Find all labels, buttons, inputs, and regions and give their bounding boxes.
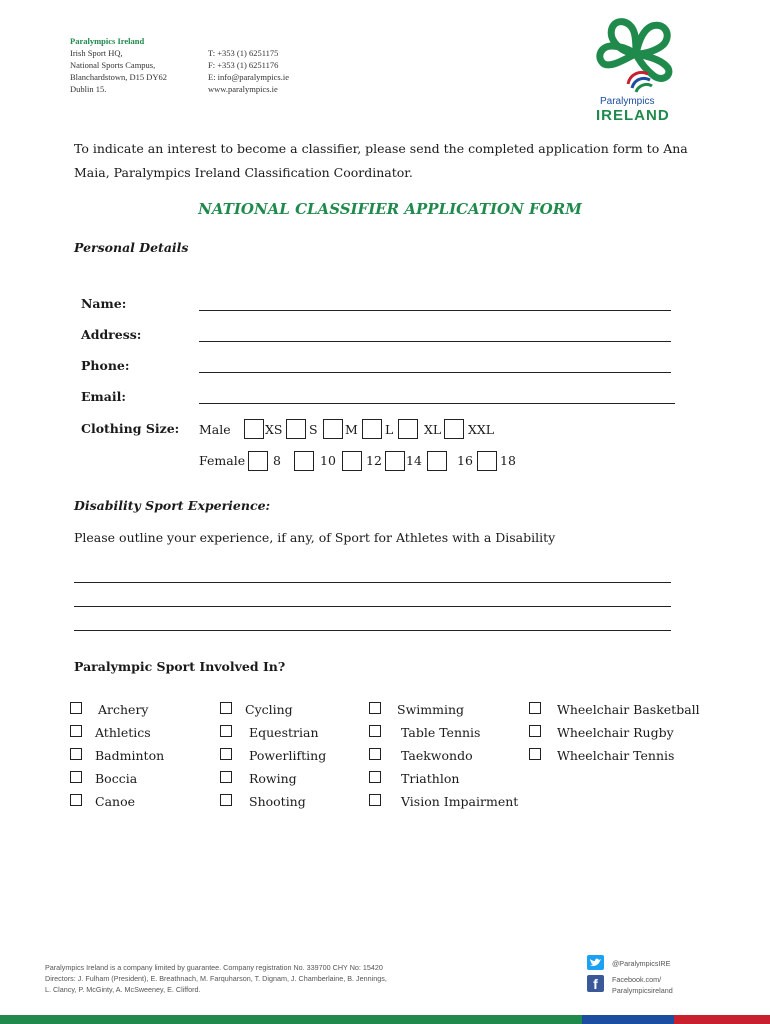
sport-triathlon-checkbox[interactable] bbox=[369, 771, 381, 783]
sport-archery-label: Archery bbox=[98, 702, 149, 717]
size-18-label: 18 bbox=[500, 453, 516, 468]
experience-line[interactable] bbox=[74, 582, 671, 583]
sport-swimming-checkbox[interactable] bbox=[369, 702, 381, 714]
sport-cycling-checkbox[interactable] bbox=[220, 702, 232, 714]
size-18-checkbox[interactable] bbox=[477, 451, 497, 471]
sport-table-tennis-label: Table Tennis bbox=[401, 725, 481, 740]
twitter-icon[interactable] bbox=[587, 955, 604, 970]
sport-shooting-checkbox[interactable] bbox=[220, 794, 232, 806]
sport-canoe-label: Canoe bbox=[95, 794, 135, 809]
sport-table-tennis-checkbox[interactable] bbox=[369, 725, 381, 737]
footer-stripe-blue bbox=[582, 1015, 674, 1024]
sport-swimming-label: Swimming bbox=[397, 702, 465, 717]
experience-prompt: Please outline your experience, if any, of Sport for Athletes with a Disability bbox=[74, 530, 556, 545]
facebook-icon[interactable]: f bbox=[587, 975, 604, 992]
address-line: Irish Sport HQ, bbox=[70, 48, 123, 58]
sport-vision-impairment-label: Vision Impairment bbox=[401, 794, 519, 809]
address-line: Blanchardstown, D15 DY62 bbox=[70, 72, 168, 82]
name-label: Name: bbox=[81, 296, 127, 311]
sport-triathlon-label: Triathlon bbox=[401, 771, 460, 786]
size-16-label: 16 bbox=[457, 453, 473, 468]
sport-rowing-checkbox[interactable] bbox=[220, 771, 232, 783]
footer-stripe-green bbox=[0, 1015, 582, 1024]
sport-archery-checkbox[interactable] bbox=[70, 702, 82, 714]
sport-wheelchair-rugby-checkbox[interactable] bbox=[529, 725, 541, 737]
contact-line: E: info@paralympics.ie bbox=[208, 72, 289, 82]
male-label: Male bbox=[199, 422, 231, 437]
address-line: National Sports Campus, bbox=[70, 60, 156, 70]
sport-shooting-label: Shooting bbox=[249, 794, 306, 809]
size-m-checkbox[interactable] bbox=[323, 419, 343, 439]
size-xl-checkbox[interactable] bbox=[398, 419, 418, 439]
size-s-label: S bbox=[309, 422, 318, 437]
size-m-label: M bbox=[345, 422, 358, 437]
footer-legal-line: Paralympics Ireland is a company limited by guarantee. Company registration No. 339700 CHY No: 15420 bbox=[45, 963, 383, 972]
sport-taekwondo-label: Taekwondo bbox=[401, 748, 473, 763]
footer-legal-line: Directors: J. Fulham (President), E. Breathnach, M. Farquharson, T. Dignam, J. Chamberlaine, B. Jennings, bbox=[45, 974, 387, 983]
size-10-label: 10 bbox=[320, 453, 336, 468]
size-l-checkbox[interactable] bbox=[362, 419, 382, 439]
sport-badminton-checkbox[interactable] bbox=[70, 748, 82, 760]
size-8-checkbox[interactable] bbox=[248, 451, 268, 471]
sport-wheelchair-basketball-checkbox[interactable] bbox=[529, 702, 541, 714]
size-16-checkbox[interactable] bbox=[427, 451, 447, 471]
size-14-checkbox[interactable] bbox=[385, 451, 405, 471]
sport-powerlifting-checkbox[interactable] bbox=[220, 748, 232, 760]
logo-text-top: Paralympics bbox=[600, 96, 655, 107]
size-8-label: 8 bbox=[273, 453, 281, 468]
facebook-line: Paralympicsireland bbox=[612, 986, 673, 995]
shamrock-icon bbox=[590, 14, 682, 98]
header-contact bbox=[208, 47, 338, 95]
size-xs-checkbox[interactable] bbox=[244, 419, 264, 439]
twitter-handle[interactable]: @ParalympicsIRE bbox=[612, 959, 671, 968]
experience-line[interactable] bbox=[74, 630, 671, 631]
sport-vision-impairment-checkbox[interactable] bbox=[369, 794, 381, 806]
email-field[interactable] bbox=[199, 403, 675, 404]
sport-powerlifting-label: Powerlifting bbox=[249, 748, 327, 763]
facebook-link[interactable] bbox=[612, 974, 673, 996]
sport-boccia-checkbox[interactable] bbox=[70, 771, 82, 783]
sport-wheelchair-basketball-label: Wheelchair Basketball bbox=[557, 702, 700, 717]
header-address bbox=[70, 35, 200, 95]
logo-text-bottom: IRELAND bbox=[596, 107, 670, 124]
size-xs-label: XS bbox=[265, 422, 283, 437]
phone-label: Phone: bbox=[81, 358, 130, 373]
sport-boccia-label: Boccia bbox=[95, 771, 138, 786]
size-xxl-checkbox[interactable] bbox=[444, 419, 464, 439]
intro-text: To indicate an interest to become a classifier, please send the completed application form to Ana Maia, Paralympics Ireland Classification Coordinator. bbox=[74, 141, 688, 180]
clothing-size-label: Clothing Size: bbox=[81, 421, 180, 436]
footer-legal bbox=[45, 962, 485, 995]
size-12-label: 12 bbox=[366, 453, 382, 468]
size-10-checkbox[interactable] bbox=[294, 451, 314, 471]
sport-wheelchair-rugby-label: Wheelchair Rugby bbox=[557, 725, 674, 740]
footer-legal-line: L. Clancy, P. McGinty, A. McSweeney, E. Clifford. bbox=[45, 985, 201, 994]
sport-equestrian-label: Equestrian bbox=[249, 725, 319, 740]
email-label: Email: bbox=[81, 389, 126, 404]
personal-details-heading: Personal Details bbox=[74, 240, 189, 255]
sports-heading: Paralympic Sport Involved In? bbox=[74, 659, 286, 674]
paralympics-ireland-logo bbox=[590, 14, 682, 126]
experience-heading: Disability Sport Experience: bbox=[74, 498, 271, 513]
address-field[interactable] bbox=[199, 341, 671, 342]
size-14-label: 14 bbox=[406, 453, 422, 468]
size-l-label: L bbox=[385, 422, 394, 437]
size-s-checkbox[interactable] bbox=[286, 419, 306, 439]
sport-equestrian-checkbox[interactable] bbox=[220, 725, 232, 737]
sport-wheelchair-tennis-checkbox[interactable] bbox=[529, 748, 541, 760]
footer-stripe-red bbox=[674, 1015, 770, 1024]
size-xl-label: XL bbox=[424, 422, 442, 437]
female-label: Female bbox=[199, 453, 246, 468]
name-field[interactable] bbox=[199, 310, 671, 311]
address-line: Dublin 15. bbox=[70, 84, 107, 94]
size-12-checkbox[interactable] bbox=[342, 451, 362, 471]
facebook-line: Facebook.com/ bbox=[612, 975, 662, 984]
sport-badminton-label: Badminton bbox=[95, 748, 165, 763]
sport-taekwondo-checkbox[interactable] bbox=[369, 748, 381, 760]
size-xxl-label: XXL bbox=[468, 422, 495, 437]
sport-wheelchair-tennis-label: Wheelchair Tennis bbox=[557, 748, 675, 763]
sport-canoe-checkbox[interactable] bbox=[70, 794, 82, 806]
contact-line: F: +353 (1) 6251176 bbox=[208, 60, 279, 70]
sport-athletics-checkbox[interactable] bbox=[70, 725, 82, 737]
address-label: Address: bbox=[81, 327, 142, 342]
form-title: NATIONAL CLASSIFIER APPLICATION FORM bbox=[198, 200, 582, 218]
phone-field[interactable] bbox=[199, 372, 671, 373]
contact-line: T: +353 (1) 6251175 bbox=[208, 48, 279, 58]
sport-rowing-label: Rowing bbox=[249, 771, 297, 786]
sport-athletics-label: Athletics bbox=[95, 725, 151, 740]
contact-line: www.paralympics.ie bbox=[208, 84, 278, 94]
header-org-name: Paralympics Ireland bbox=[70, 36, 145, 46]
experience-line[interactable] bbox=[74, 606, 671, 607]
sport-cycling-label: Cycling bbox=[245, 702, 293, 717]
